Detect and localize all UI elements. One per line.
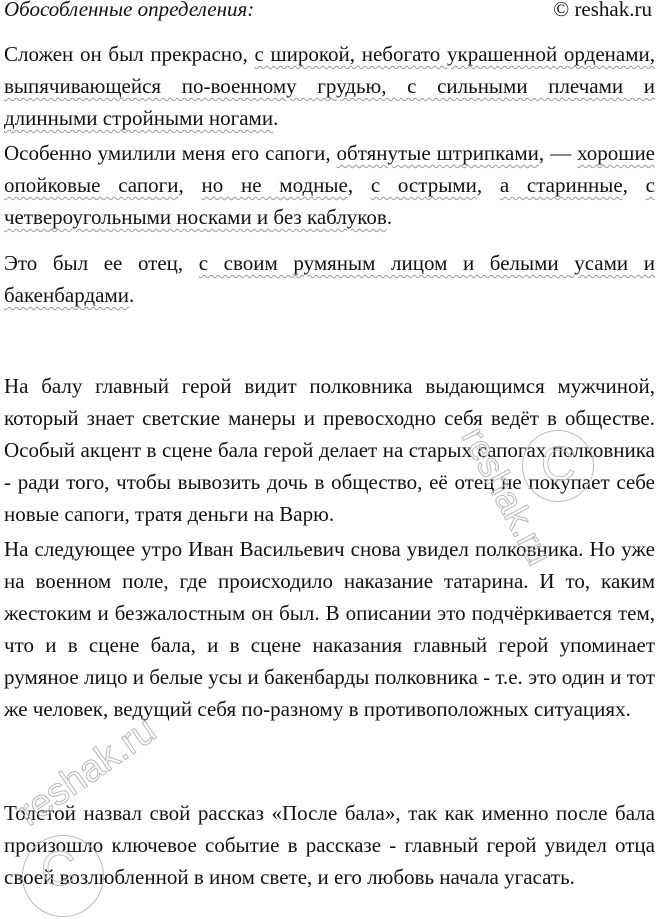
underlined-definition: обтянутые штрипками	[336, 141, 539, 165]
sentence-text: .	[129, 283, 135, 307]
sentence-text: ,	[347, 173, 371, 197]
analysis-paragraph-3: Толстой назвал свой рассказ «После бала», так как именно после бала произошло ключевое событие в рассказе - главный герой увидел отца своей возлюбленной в ином свете, и его любовь начала угасать.	[4, 801, 655, 889]
example-sentence-3	[4, 247, 655, 311]
sentence-text: Сложен он был прекрасно,	[4, 42, 255, 66]
analysis-paragraph-2: На следующее утро Иван Васильевич снова увидел полковника. Но уже на военном поле, где происходило наказание татарина. И то, каким жестоким и безжалостным он был. В описании это подчёркивается тем, что и в сцене бала, и в сцене наказания главный герой упоминает румяное лицо и белые усы и бакенбарды полковника - т.е. это один и тот же человек, ведущий себя по-разному в противоположных ситуациях.	[4, 537, 655, 721]
sentence-text: ,	[622, 173, 646, 197]
underlined-definition: с четвероугольными носками и без каблуков	[4, 173, 655, 229]
sentence-text: Это был ее отец,	[4, 251, 199, 275]
sentence-text: ,	[178, 173, 202, 197]
underlined-definition: с широкой, небогато украшенной орденами, выпячивающейся по-военному грудью, с сильными плечами и длинными стройными ногами	[4, 42, 655, 130]
underlined-definition: с своим румяным лицом и белыми усами и бакенбардами	[4, 251, 655, 307]
underlined-definition: а старинные	[499, 173, 623, 197]
sentence-text: .	[273, 106, 279, 130]
sentence-text: .	[386, 205, 393, 229]
sentence-text: ,	[476, 173, 500, 197]
underlined-definition: хорошие опойковые сапоги	[4, 141, 656, 197]
watermark-text: reshak.ru	[453, 420, 561, 572]
analysis-paragraph-1: На балу главный герой видит полковника выдающимся мужчиной, который знает светские манеры и превосходно себя ведёт в обществе. Особый акцент в сцене бала герой делает на старых сапогах полковника - ради того, чтобы вывозить дочь в общество, её отец не покупает себе новые сапоги, тратя деньги на Варю.	[4, 374, 655, 526]
underlined-definition: с острыми	[370, 173, 477, 197]
page-header	[4, 0, 652, 22]
watermark-copyright-icon	[22, 835, 104, 917]
watermark-copyright-icon	[522, 430, 594, 502]
example-sentence-1	[4, 38, 655, 134]
sentence-text: , —	[538, 141, 578, 165]
copyright-label: © reshak.ru	[553, 0, 652, 21]
underlined-definition: но не модные	[201, 173, 348, 197]
example-sentence-2	[4, 137, 655, 233]
sentence-text: Особенно умилили меня его сапоги,	[4, 141, 337, 165]
watermark-text: reshak.ru	[10, 709, 164, 835]
section-title: Обособленные определения:	[4, 0, 255, 21]
